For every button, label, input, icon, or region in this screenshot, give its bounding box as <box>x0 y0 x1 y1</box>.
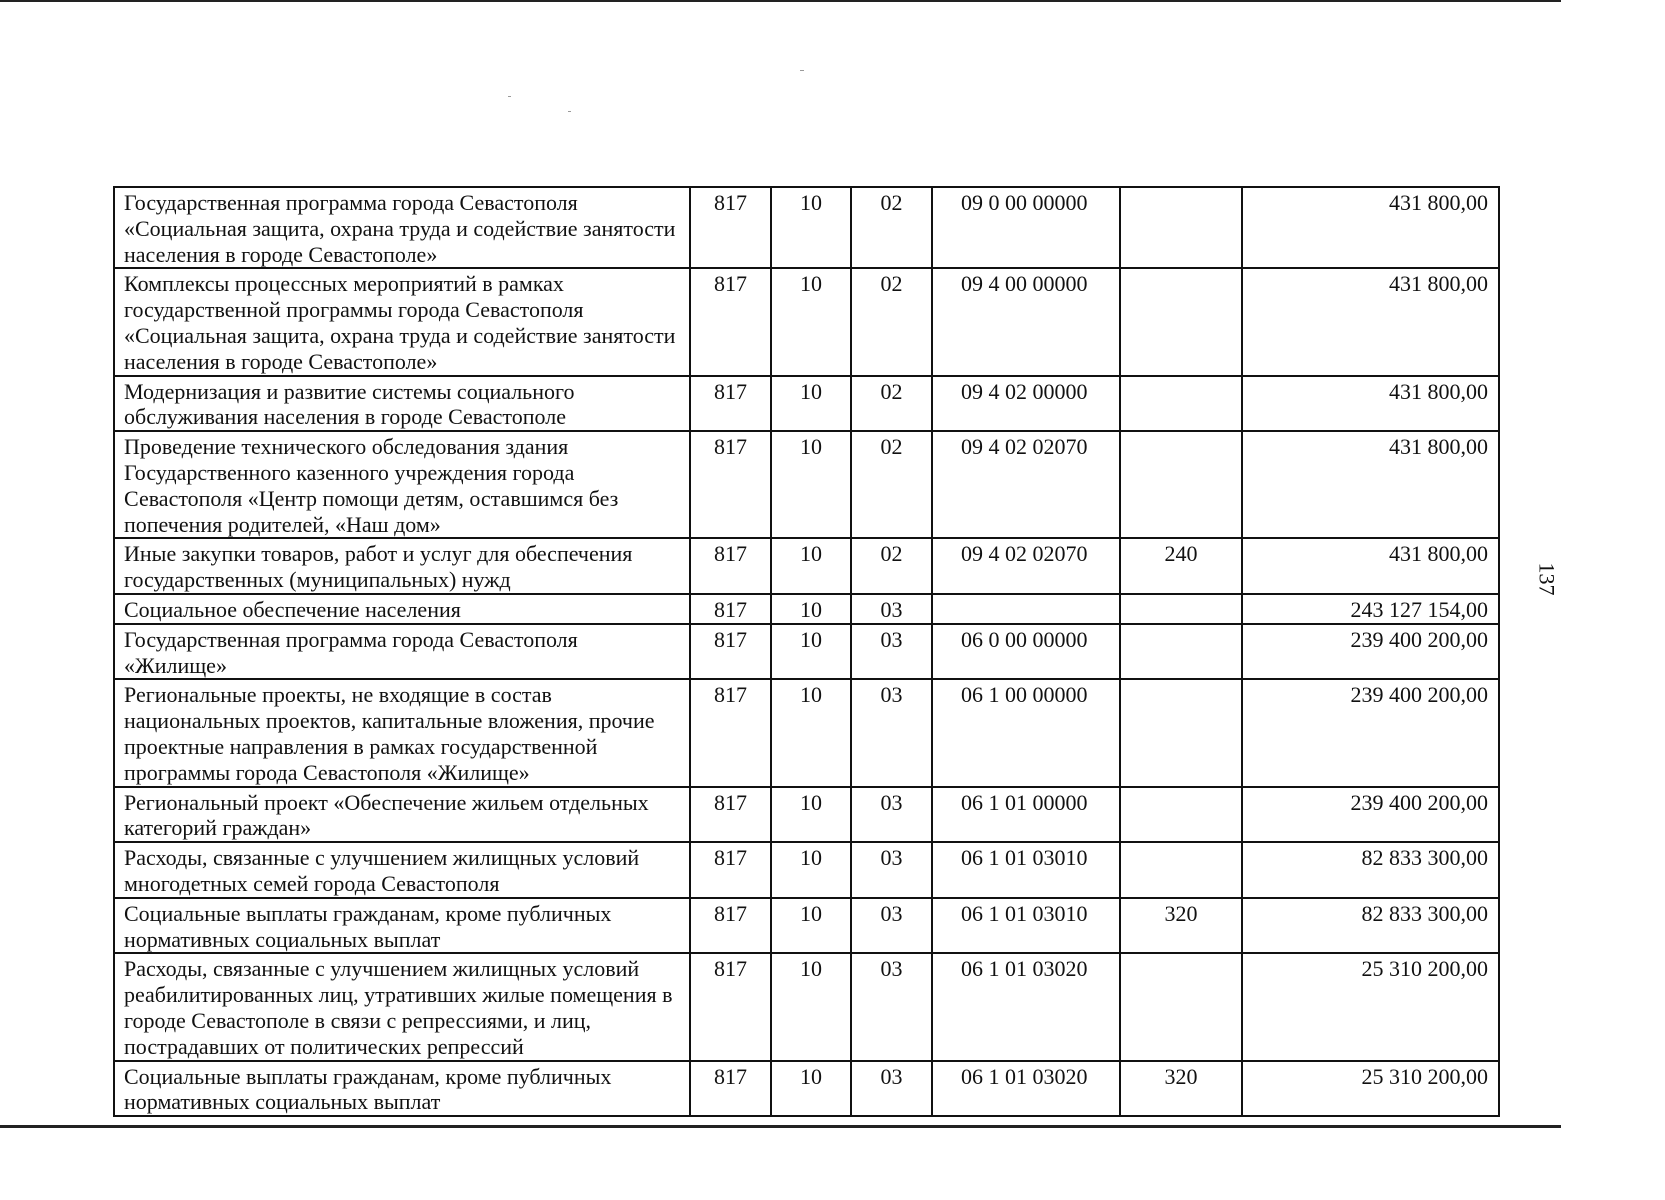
scan-speck <box>800 70 804 71</box>
cell-amount: 431 800,00 <box>1242 187 1499 268</box>
table-row <box>114 787 1499 843</box>
cell-section: 10 <box>771 842 851 898</box>
cell-name: Расходы, связанные с улучшением жилищных условий реабилитированных лиц, утративших жилые помещения в городе Севастополе в связи с репрессиями, и лиц, пострадавших от политических репрессий <box>114 953 690 1060</box>
cell-section: 10 <box>771 594 851 624</box>
table-row <box>114 268 1499 375</box>
cell-section: 10 <box>771 376 851 432</box>
cell-subsection: 03 <box>851 594 932 624</box>
cell-ministry-code: 817 <box>690 787 771 843</box>
cell-target-article: 09 4 00 00000 <box>932 268 1120 375</box>
cell-expense-type <box>1120 431 1242 538</box>
cell-target-article: 06 1 01 03010 <box>932 842 1120 898</box>
table-row <box>114 1061 1499 1117</box>
scan-speck <box>568 111 571 112</box>
cell-subsection: 03 <box>851 898 932 954</box>
cell-ministry-code: 817 <box>690 898 771 954</box>
cell-subsection: 02 <box>851 187 932 268</box>
cell-name: Иные закупки товаров, работ и услуг для обеспечения государственных (муниципальных) нужд <box>114 538 690 594</box>
cell-target-article: 06 1 01 00000 <box>932 787 1120 843</box>
cell-subsection: 02 <box>851 431 932 538</box>
cell-amount: 431 800,00 <box>1242 268 1499 375</box>
cell-ministry-code: 817 <box>690 624 771 680</box>
cell-section: 10 <box>771 431 851 538</box>
table-row <box>114 898 1499 954</box>
cell-ministry-code: 817 <box>690 953 771 1060</box>
cell-name: Расходы, связанные с улучшением жилищных условий многодетных семей города Севастополя <box>114 842 690 898</box>
cell-amount: 431 800,00 <box>1242 376 1499 432</box>
cell-subsection: 02 <box>851 376 932 432</box>
table-row <box>114 953 1499 1060</box>
cell-target-article: 09 4 02 00000 <box>932 376 1120 432</box>
cell-expense-type: 240 <box>1120 538 1242 594</box>
cell-target-article: 09 4 02 02070 <box>932 538 1120 594</box>
table-row <box>114 594 1499 624</box>
cell-amount: 25 310 200,00 <box>1242 1061 1499 1117</box>
cell-name: Модернизация и развитие системы социального обслуживания населения в городе Севастополе <box>114 376 690 432</box>
table-row <box>114 538 1499 594</box>
cell-name: Социальные выплаты гражданам, кроме публичных нормативных социальных выплат <box>114 1061 690 1117</box>
cell-expense-type: 320 <box>1120 1061 1242 1117</box>
cell-subsection: 03 <box>851 679 932 786</box>
table-row <box>114 431 1499 538</box>
cell-section: 10 <box>771 1061 851 1117</box>
cell-expense-type <box>1120 624 1242 680</box>
cell-ministry-code: 817 <box>690 431 771 538</box>
cell-amount: 239 400 200,00 <box>1242 787 1499 843</box>
cell-expense-type: 320 <box>1120 898 1242 954</box>
cell-section: 10 <box>771 624 851 680</box>
cell-expense-type <box>1120 953 1242 1060</box>
cell-ministry-code: 817 <box>690 594 771 624</box>
table-row <box>114 624 1499 680</box>
cell-section: 10 <box>771 679 851 786</box>
cell-target-article: 06 0 00 00000 <box>932 624 1120 680</box>
cell-ministry-code: 817 <box>690 1061 771 1117</box>
scan-bottom-border <box>0 1125 1561 1128</box>
cell-expense-type <box>1120 187 1242 268</box>
cell-subsection: 03 <box>851 1061 932 1117</box>
table-row <box>114 679 1499 786</box>
cell-section: 10 <box>771 787 851 843</box>
cell-section: 10 <box>771 538 851 594</box>
cell-amount: 431 800,00 <box>1242 431 1499 538</box>
cell-target-article <box>932 594 1120 624</box>
cell-subsection: 03 <box>851 787 932 843</box>
cell-name: Региональный проект «Обеспечение жильем отдельных категорий граждан» <box>114 787 690 843</box>
cell-ministry-code: 817 <box>690 187 771 268</box>
cell-expense-type <box>1120 376 1242 432</box>
cell-amount: 239 400 200,00 <box>1242 679 1499 786</box>
cell-name: Социальное обеспечение населения <box>114 594 690 624</box>
scan-top-border <box>0 0 1561 2</box>
cell-ministry-code: 817 <box>690 842 771 898</box>
cell-subsection: 02 <box>851 538 932 594</box>
cell-expense-type <box>1120 842 1242 898</box>
cell-expense-type <box>1120 787 1242 843</box>
cell-target-article: 06 1 01 03020 <box>932 953 1120 1060</box>
cell-name: Региональные проекты, не входящие в состав национальных проектов, капитальные вложения, прочие проектные направления в рамках государственной программы города Севастополя «Жилище» <box>114 679 690 786</box>
page-number: 137 <box>1534 562 1560 596</box>
cell-target-article: 06 1 00 00000 <box>932 679 1120 786</box>
cell-target-article: 06 1 01 03020 <box>932 1061 1120 1117</box>
cell-name: Проведение технического обследования здания Государственного казенного учреждения города Севастополя «Центр помощи детям, оставшимся без попечения родителей, «Наш дом» <box>114 431 690 538</box>
table-row <box>114 187 1499 268</box>
cell-amount: 82 833 300,00 <box>1242 842 1499 898</box>
cell-name: Государственная программа города Севастополя «Социальная защита, охрана труда и содействие занятости населения в городе Севастополе» <box>114 187 690 268</box>
cell-subsection: 03 <box>851 624 932 680</box>
cell-target-article: 09 4 02 02070 <box>932 431 1120 538</box>
cell-expense-type <box>1120 268 1242 375</box>
cell-subsection: 02 <box>851 268 932 375</box>
budget-expenditure-table <box>113 186 1500 1117</box>
cell-section: 10 <box>771 268 851 375</box>
cell-amount: 82 833 300,00 <box>1242 898 1499 954</box>
cell-name: Комплексы процессных мероприятий в рамках государственной программы города Севастополя «Социальная защита, охрана труда и содействие занятости населения в городе Севастополе» <box>114 268 690 375</box>
cell-ministry-code: 817 <box>690 268 771 375</box>
cell-ministry-code: 817 <box>690 538 771 594</box>
cell-expense-type <box>1120 679 1242 786</box>
cell-section: 10 <box>771 898 851 954</box>
cell-expense-type <box>1120 594 1242 624</box>
cell-amount: 243 127 154,00 <box>1242 594 1499 624</box>
cell-target-article: 09 0 00 00000 <box>932 187 1120 268</box>
cell-name: Государственная программа города Севастополя «Жилище» <box>114 624 690 680</box>
cell-section: 10 <box>771 953 851 1060</box>
cell-subsection: 03 <box>851 842 932 898</box>
cell-amount: 239 400 200,00 <box>1242 624 1499 680</box>
cell-ministry-code: 817 <box>690 376 771 432</box>
cell-amount: 431 800,00 <box>1242 538 1499 594</box>
cell-target-article: 06 1 01 03010 <box>932 898 1120 954</box>
cell-section: 10 <box>771 187 851 268</box>
cell-amount: 25 310 200,00 <box>1242 953 1499 1060</box>
scan-speck <box>508 96 511 97</box>
cell-ministry-code: 817 <box>690 679 771 786</box>
table-row <box>114 376 1499 432</box>
table-body <box>114 187 1499 1116</box>
cell-name: Социальные выплаты гражданам, кроме публичных нормативных социальных выплат <box>114 898 690 954</box>
table-row <box>114 842 1499 898</box>
cell-subsection: 03 <box>851 953 932 1060</box>
